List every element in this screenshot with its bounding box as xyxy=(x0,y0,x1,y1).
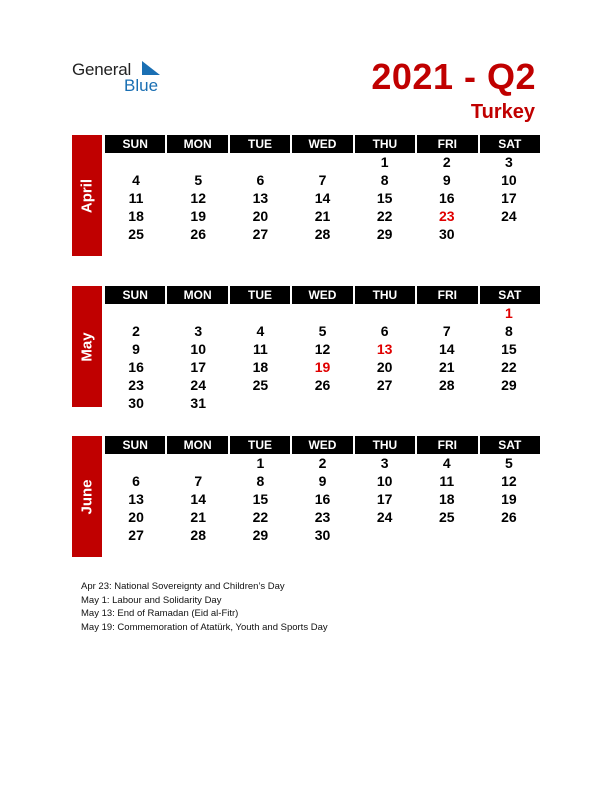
day-cell: 28 xyxy=(314,226,331,242)
day-cell: 17 xyxy=(376,491,393,507)
week-row xyxy=(105,472,540,490)
month-label-bar xyxy=(72,286,102,407)
day-cell: 10 xyxy=(190,341,206,357)
week-row xyxy=(105,454,540,472)
day-cell xyxy=(354,526,416,544)
weekday-mon: MON xyxy=(165,135,227,153)
day-cell xyxy=(478,394,540,412)
day-cell: 2 xyxy=(442,154,451,170)
day-cell: 30 xyxy=(314,527,331,543)
day-cell: 3 xyxy=(194,323,203,339)
day-cell: 28 xyxy=(438,377,455,393)
logo-triangle-icon xyxy=(142,61,164,79)
weekday-fri: FRI xyxy=(415,135,477,153)
day-cell xyxy=(229,304,291,322)
day-cell: 3 xyxy=(380,455,389,471)
week-row xyxy=(105,376,540,394)
weekday-header xyxy=(105,135,540,153)
day-cell: 14 xyxy=(314,190,331,206)
day-cell: 27 xyxy=(252,226,269,242)
weekday-fri: FRI xyxy=(415,436,477,454)
logo-text-general: General xyxy=(72,60,132,79)
day-cell: 9 xyxy=(318,473,327,489)
holiday-note: Apr 23: National Sovereignty and Children’s Day xyxy=(81,581,285,592)
day-cell: 7 xyxy=(442,323,451,339)
weekday-tue: TUE xyxy=(228,286,290,304)
week-row xyxy=(105,508,540,526)
day-cell: 24 xyxy=(190,377,206,393)
day-cell: 22 xyxy=(252,509,269,525)
country-label: Turkey xyxy=(470,101,535,123)
weekday-header xyxy=(105,286,540,304)
day-cell: 27 xyxy=(128,527,144,543)
day-cell: 24 xyxy=(501,208,517,224)
month-name: June xyxy=(78,478,96,515)
day-cell: 15 xyxy=(252,491,269,507)
day-cell: 22 xyxy=(501,359,517,375)
day-cell: 25 xyxy=(438,509,455,525)
day-cell: 13 xyxy=(376,341,393,357)
day-cell: 2 xyxy=(318,455,327,471)
day-cell: 8 xyxy=(380,172,389,188)
weekday-thu: THU xyxy=(353,135,415,153)
day-cell: 8 xyxy=(256,473,265,489)
day-cell: 12 xyxy=(190,190,206,206)
month-may xyxy=(72,286,540,411)
day-cell: 12 xyxy=(501,473,517,489)
month-label-bar xyxy=(72,436,102,557)
day-cell: 16 xyxy=(438,190,455,206)
day-cell: 17 xyxy=(190,359,206,375)
day-cell: 6 xyxy=(256,172,265,188)
weekday-mon: MON xyxy=(165,286,227,304)
day-cell: 13 xyxy=(252,190,269,206)
month-name: April xyxy=(78,178,96,213)
day-cell: 20 xyxy=(376,359,393,375)
day-cell: 18 xyxy=(438,491,455,507)
day-cell: 1 xyxy=(505,305,513,321)
day-cell: 24 xyxy=(376,509,393,525)
day-cell: 8 xyxy=(505,323,513,339)
day-cell: 21 xyxy=(190,509,206,525)
weekday-tue: TUE xyxy=(228,436,290,454)
day-cell: 7 xyxy=(318,172,327,188)
weekday-thu: THU xyxy=(353,436,415,454)
day-cell: 28 xyxy=(190,527,206,543)
day-cell: 5 xyxy=(318,323,327,339)
day-cell: 25 xyxy=(128,226,144,242)
day-cell: 4 xyxy=(256,323,265,339)
day-cell: 23 xyxy=(438,208,455,224)
day-cell: 26 xyxy=(501,509,517,525)
day-cell: 15 xyxy=(376,190,393,206)
day-cell xyxy=(478,225,540,243)
day-cell: 29 xyxy=(501,377,517,393)
day-cell: 11 xyxy=(439,473,455,489)
weekday-sat: SAT xyxy=(478,135,540,153)
weekday-header xyxy=(105,436,540,454)
week-row xyxy=(105,394,540,412)
day-cell xyxy=(167,304,229,322)
month-june xyxy=(72,436,540,557)
day-cell: 10 xyxy=(376,473,393,489)
day-cell xyxy=(416,394,478,412)
day-cell: 18 xyxy=(128,208,144,224)
day-cell xyxy=(105,153,167,171)
day-cell: 15 xyxy=(501,341,517,357)
weekday-tue: TUE xyxy=(228,135,290,153)
week-row xyxy=(105,207,540,225)
day-cell: 26 xyxy=(314,377,331,393)
calendar-body xyxy=(105,304,540,412)
day-cell: 9 xyxy=(442,172,451,188)
day-cell: 18 xyxy=(252,359,269,375)
day-cell xyxy=(229,394,291,412)
day-cell: 21 xyxy=(438,359,455,375)
week-row xyxy=(105,340,540,358)
day-cell: 29 xyxy=(376,226,393,242)
month-april xyxy=(72,135,540,256)
weekday-sun: SUN xyxy=(122,438,148,452)
week-row xyxy=(105,526,540,544)
day-cell: 20 xyxy=(252,208,269,224)
logo-text-blue: Blue xyxy=(124,76,159,95)
day-cell: 19 xyxy=(190,208,206,224)
day-cell: 21 xyxy=(314,208,331,224)
week-row xyxy=(105,153,540,171)
day-cell xyxy=(167,454,229,472)
day-cell: 26 xyxy=(190,226,206,242)
day-cell: 3 xyxy=(505,154,513,170)
week-row xyxy=(105,189,540,207)
day-cell: 6 xyxy=(380,323,389,339)
day-cell: 14 xyxy=(190,491,206,507)
calendar-body xyxy=(105,153,540,243)
day-cell: 4 xyxy=(442,455,451,471)
week-row xyxy=(105,225,540,243)
day-cell: 7 xyxy=(194,473,203,489)
day-cell xyxy=(354,394,416,412)
day-cell: 13 xyxy=(128,491,144,507)
month-label-bar xyxy=(72,135,102,256)
day-cell: 10 xyxy=(501,172,517,188)
month-name: May xyxy=(78,331,96,362)
day-cell: 23 xyxy=(314,509,331,525)
week-row xyxy=(105,171,540,189)
holiday-note: May 19: Commemoration of Atatürk, Youth and Sports Day xyxy=(81,621,328,633)
day-cell: 9 xyxy=(132,341,140,357)
day-cell xyxy=(416,304,478,322)
day-cell: 19 xyxy=(314,359,331,375)
week-row xyxy=(105,490,540,508)
holiday-note: May 1: Labour and Solidarity Day xyxy=(81,594,222,606)
week-row xyxy=(105,322,540,340)
day-cell: 5 xyxy=(505,455,513,471)
logo xyxy=(72,60,182,96)
day-cell: 25 xyxy=(252,377,269,393)
weekday-wed: WED xyxy=(290,436,352,454)
day-cell: 23 xyxy=(128,377,144,393)
day-cell: 11 xyxy=(128,190,144,206)
day-cell: 16 xyxy=(314,491,331,507)
weekday-mon: MON xyxy=(165,436,227,454)
calendar-grid xyxy=(105,286,540,412)
day-cell: 19 xyxy=(501,491,517,507)
page-title: 2021 - Q2 xyxy=(371,56,536,97)
day-cell: 30 xyxy=(438,226,455,242)
day-cell: 22 xyxy=(376,208,393,224)
calendar-grid xyxy=(105,135,540,243)
day-cell: 5 xyxy=(194,172,203,188)
day-cell: 16 xyxy=(128,359,144,375)
day-cell xyxy=(478,526,540,544)
day-cell xyxy=(229,153,291,171)
day-cell: 1 xyxy=(380,154,389,170)
weekday-sun: SUN xyxy=(122,137,148,151)
day-cell xyxy=(105,304,167,322)
weekday-wed: WED xyxy=(290,286,352,304)
calendar-grid xyxy=(105,436,540,544)
day-cell: 14 xyxy=(438,341,455,357)
day-cell: 6 xyxy=(132,473,140,489)
week-row xyxy=(105,304,540,322)
weekday-wed: WED xyxy=(290,135,352,153)
day-cell xyxy=(291,304,353,322)
day-cell: 2 xyxy=(132,323,140,339)
weekday-fri: FRI xyxy=(415,286,477,304)
day-cell: 30 xyxy=(128,395,144,411)
day-cell xyxy=(167,153,229,171)
day-cell: 4 xyxy=(132,172,140,188)
calendar-body xyxy=(105,454,540,544)
day-cell: 27 xyxy=(376,377,393,393)
weekday-thu: THU xyxy=(353,286,415,304)
holiday-notes xyxy=(81,580,328,634)
day-cell: 11 xyxy=(252,341,268,357)
day-cell xyxy=(354,304,416,322)
week-row xyxy=(105,358,540,376)
weekday-sat: SAT xyxy=(478,286,540,304)
day-cell: 20 xyxy=(128,509,144,525)
day-cell xyxy=(416,526,478,544)
day-cell: 29 xyxy=(252,527,269,543)
day-cell: 31 xyxy=(190,395,206,411)
day-cell xyxy=(291,394,353,412)
day-cell xyxy=(291,153,353,171)
holiday-note: May 13: End of Ramadan (Eid al-Fitr) xyxy=(81,608,239,619)
day-cell: 17 xyxy=(501,190,517,206)
weekday-sun: SUN xyxy=(122,288,148,302)
day-cell xyxy=(105,454,167,472)
weekday-sat: SAT xyxy=(478,436,540,454)
day-cell: 12 xyxy=(314,341,331,357)
day-cell: 1 xyxy=(256,455,265,471)
